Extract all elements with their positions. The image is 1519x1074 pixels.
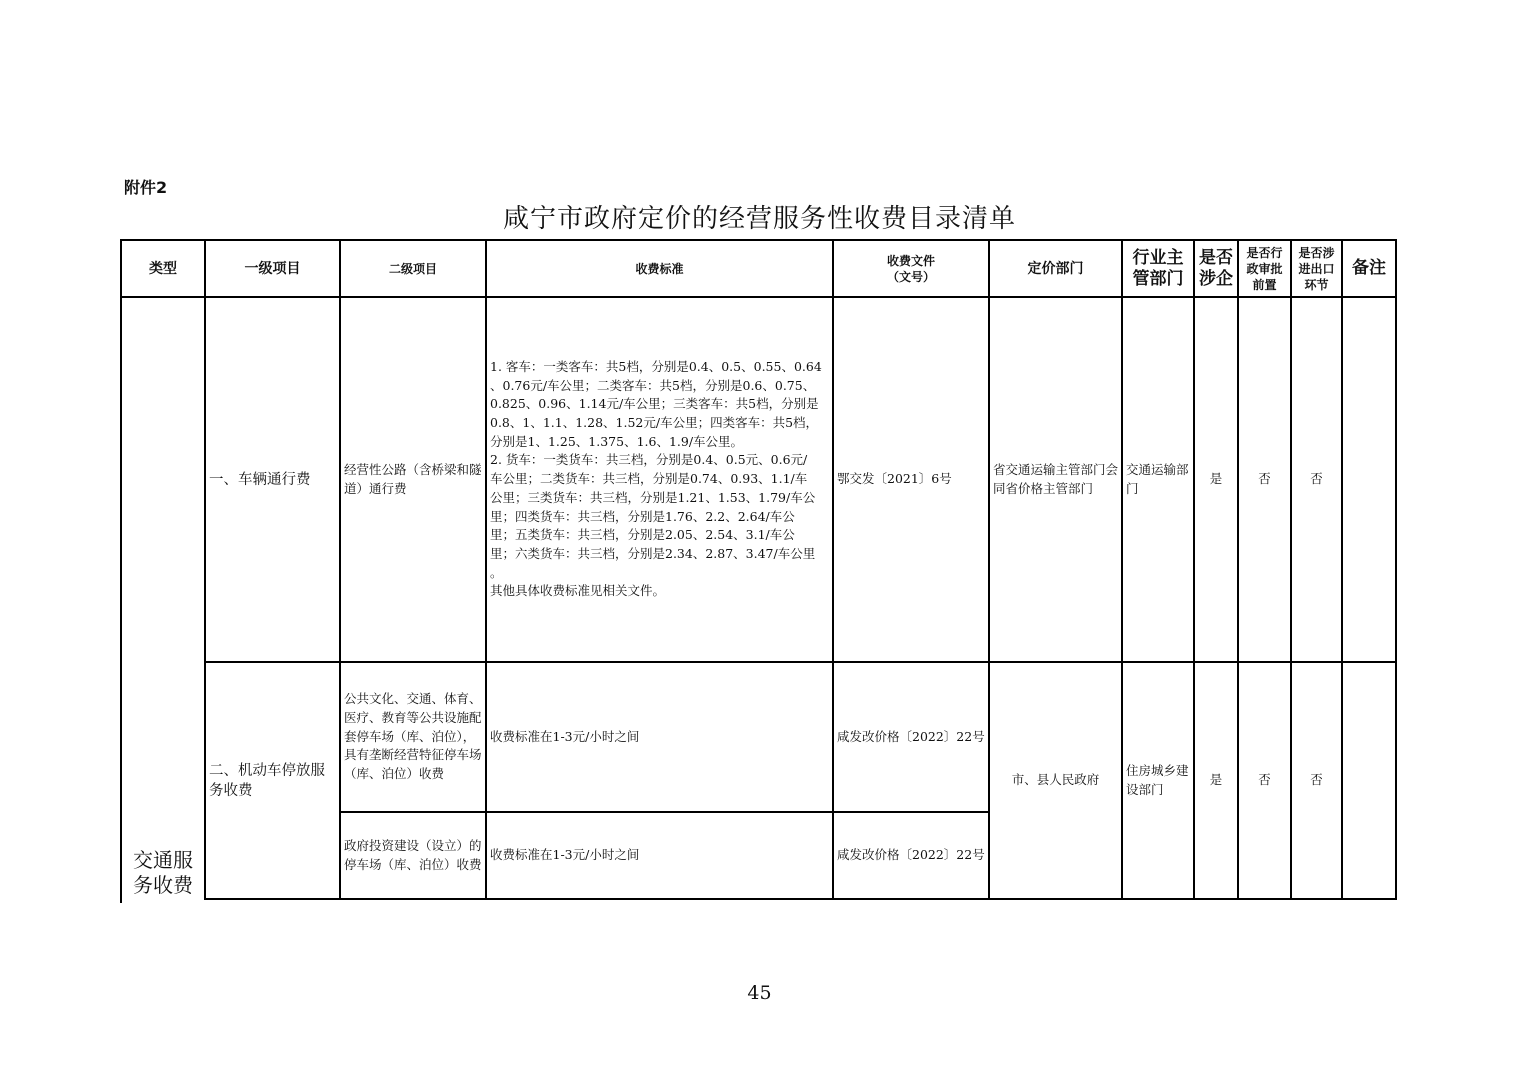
row2a-level2: 公共文化、交通、体育、医疗、教育等公共设施配套停车场（库、泊位），具有垄断经营特征停车场（库、泊位）收费 xyxy=(344,691,482,782)
col-border-11 xyxy=(1395,239,1397,900)
header-approval: 是否行 政审批 前置 xyxy=(1246,245,1283,292)
header-level2: 二级项目 xyxy=(388,261,437,276)
header-remarks: 备注 xyxy=(1352,258,1386,278)
row2-approval: 否 xyxy=(1258,772,1271,788)
row2b-document: 咸发改价格〔2022〕22号 xyxy=(837,847,985,863)
header-standard: 收费标准 xyxy=(635,261,684,276)
header-type: 类型 xyxy=(149,260,177,277)
row1-approval: 否 xyxy=(1258,471,1271,487)
row1-level2: 经营性公路（含桥梁和隧道）通行费 xyxy=(344,461,482,496)
row2-remarks xyxy=(1343,663,1395,898)
header-import-export: 是否涉 进出口 环节 xyxy=(1298,245,1335,292)
type-cell: 交通服 务收费 xyxy=(133,848,193,897)
row2-enterprise: 是 xyxy=(1209,772,1223,788)
table-bottom-border xyxy=(204,898,1397,900)
row2a-standard: 收费标准在1-3元/小时之间 xyxy=(490,728,640,744)
header-document: 收费文件 （文号） xyxy=(886,253,935,284)
row1-document: 鄂交发〔2021〕6号 xyxy=(837,471,952,487)
row1-industry: 交通运输部门 xyxy=(1126,461,1189,496)
row2-industry: 住房城乡建设部门 xyxy=(1126,762,1189,797)
row2a-document: 咸发改价格〔2022〕22号 xyxy=(837,728,985,744)
document-title: 咸宁市政府定价的经营服务性收费目录清单 xyxy=(502,204,1016,234)
header-dept: 定价部门 xyxy=(1027,260,1084,277)
header-level1: 一级项目 xyxy=(244,260,301,277)
attachment-label: 附件2 xyxy=(124,178,168,197)
header-industry: 行业主 管部门 xyxy=(1132,247,1184,289)
row2-level1: 二、机动车停放服务收费 xyxy=(209,762,325,799)
row1-standard: 1. 客车：一类客车：共5档，分别是0.4、0.5、0.55、0.64 、0.76元/车公里；二类客车：共5档，分别是0.6、0.75、 0.825、0.96、1.14元/车公里；三类客车：共5档，分别是 0.8、1、1.1、1.28、1.52元/车公里；四类客车：共5档， 分别是1、1.25、1.375、1.6、1.9/车公里。 2. 货车：一类货车：共三档，分别是0.4、0.5元、0.6元/ 车公里；二类货车：共三档，分别是0.74、0.93、1.1/车 公里；三类货车：共三档，分别是1.21、1.53、1.79/车公 里；四类货车：共三档，分别是1.76、2.2、2.64/车公 里；五类货车：共三档，分别是2.05、2.54、3.1/车公 里；六类货车：共三档，分别是2.34、2.87、3.47/车公里 。 其他具体收费标准见相关文件。 xyxy=(490,358,822,599)
row1-import-export: 否 xyxy=(1310,471,1323,487)
row1-level1: 一、车辆通行费 xyxy=(209,471,311,488)
header-enterprise: 是否 涉企 xyxy=(1199,247,1233,289)
row2b-standard: 收费标准在1-3元/小时之间 xyxy=(490,847,640,863)
page-number: 45 xyxy=(747,982,772,1004)
row2-import-export: 否 xyxy=(1310,772,1323,788)
row1-remarks xyxy=(1343,298,1395,661)
row1-dept: 省交通运输主管部门会同省价格主管部门 xyxy=(993,461,1119,496)
row2-dept: 市、县人民政府 xyxy=(1011,772,1100,788)
row1-enterprise: 是 xyxy=(1209,471,1223,487)
row2b-level2: 政府投资建设（设立）的停车场（库、泊位）收费 xyxy=(344,837,482,872)
